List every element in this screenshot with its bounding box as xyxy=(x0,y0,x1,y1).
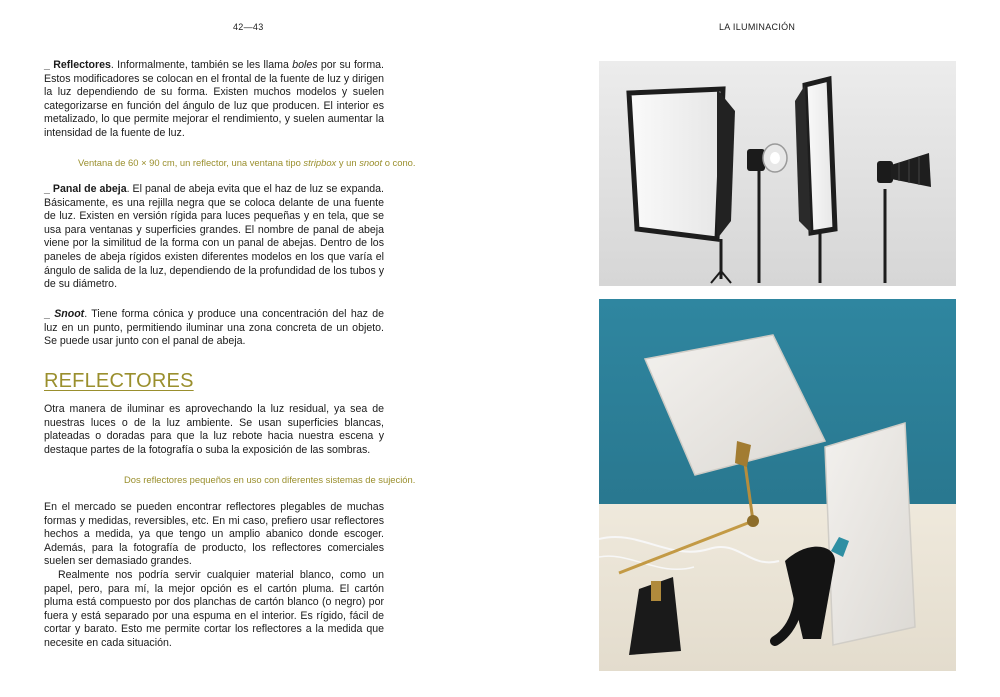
chapter-title: LA ILUMINACIÓN xyxy=(719,22,796,32)
section-para-3: Realmente nos podría servir cualquier material blanco, como un papel, pero, para mí, la mejor opción es el cartón pluma. El cartón pluma está compuesto por dos planchas de cartón blanco (o negro) por fuera y está separado por una espuma en el interior. Es rígido, fácil de cortar y barato. Esto me permite cortar los reflectores a la medida que necesite en cada situación. xyxy=(44,568,384,649)
reflectores-lead: _ Reflectores xyxy=(44,59,111,71)
snoot-item xyxy=(44,308,384,349)
section-body xyxy=(44,501,384,651)
photo-light-modifiers-image xyxy=(599,61,956,286)
caption-top-text-3: o cono. xyxy=(382,157,416,168)
panal-lead: _ Panal de abeja xyxy=(44,183,127,195)
snoot-text: . Tiene forma cónica y produce una concentración del haz de luz en un punto, permitiendo iluminar una zona concreta de un objeto. Se puede usar junto con el panal de abeja. xyxy=(44,308,384,348)
photo-small-reflectors xyxy=(599,299,956,671)
page-numbers: 42—43 xyxy=(233,22,264,32)
section-para-1 xyxy=(44,403,384,457)
snoot-lead: _ xyxy=(44,308,55,320)
section-title: REFLECTORES xyxy=(44,370,194,392)
reflectores-text-2: por su forma. Estos modificadores se colocan en el frontal de la fuente de luz y dirigen la luz dependiendo de su forma. Existen muchos modelos y suelen categorizarse en función del ángulo de luz que producen. El interior es metalizado, lo que permite mejorar el rendimiento, y suelen aumentar la intensidad de la fuente de luz. xyxy=(44,59,384,139)
caption-top-text-1: Ventana de 60 × 90 cm, un reflector, una ventana tipo xyxy=(78,157,304,168)
photo-small-reflectors-image xyxy=(599,299,956,671)
caption-top-em-1: stripbox xyxy=(303,157,337,168)
reflectores-em: boles xyxy=(292,59,318,71)
photo-light-modifiers xyxy=(599,61,956,286)
caption-top-text-2: y un xyxy=(336,157,360,168)
reflectores-item xyxy=(44,59,384,141)
caption-bottom: Dos reflectores pequeños en uso con diferentes sistemas de sujeción. xyxy=(124,474,416,485)
reflectores-text-1: . Informalmente, también se les llama xyxy=(110,59,293,71)
section-para-2: En el mercado se pueden encontrar reflectores plegables de muchas formas y medidas, reversibles, etc. En mi caso, prefiero usar reflectores hechos a medida, ya que tengo un amplio abanico donde escoger. Además, para la fotografía de producto, los reflectores comerciales suelen ser demasiado grandes. xyxy=(44,501,384,568)
caption-top-em-2: snoot xyxy=(359,157,383,168)
snoot-lead-em: Snoot xyxy=(54,308,85,320)
section-para-1-text: Otra manera de iluminar es aprovechando la luz residual, ya sea de nuestras luces o de la luz ambiente. Se usan superficies blancas, plateadas o doradas para que la luz rebote hacia nuestra escena y destaque partes de la fotografía o suba la exposición de las sombras. xyxy=(44,403,384,456)
caption-top xyxy=(78,157,415,169)
panal-text: . El panal de abeja evita que el haz de luz se expanda. Básicamente, es una rejilla negra que se coloca delante de una fuente de luz. Existen en versión rígida para luces pequeñas y en tela, que se usa para ventanas y superficies grandes. El nombre de panal de abeja viene por la similitud de la forma con un panal de abejas. Dentro de los paneles de abeja rígidos existen diferentes modelos en los que varía el ángulo de salida de la luz, dependiendo de la profundidad de los tubos y de su diámetro. xyxy=(44,183,384,291)
panal-item xyxy=(44,183,384,292)
